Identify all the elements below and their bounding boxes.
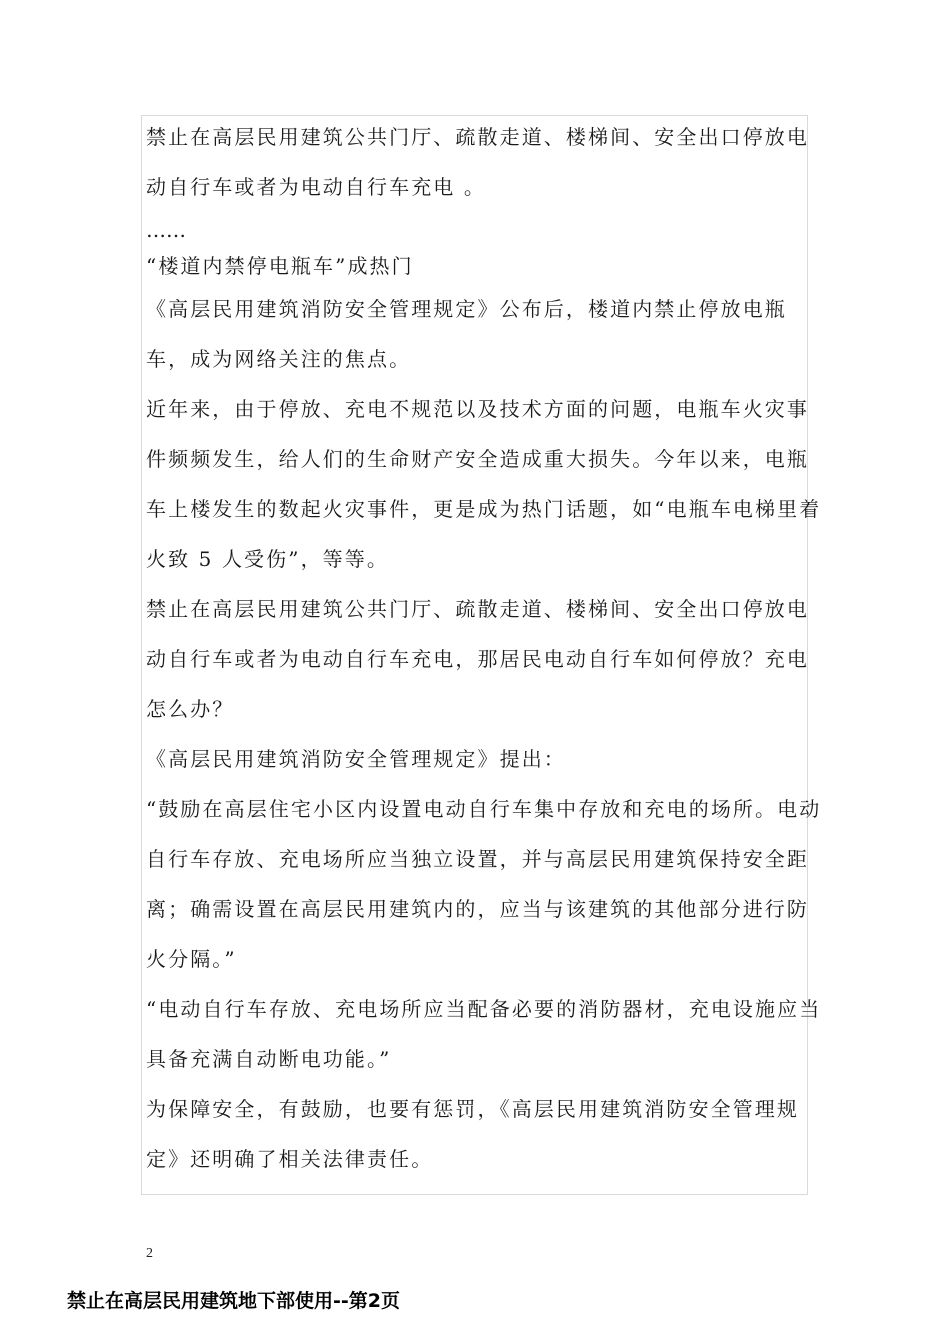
text-line: 车，成为网络关注的焦点。 — [146, 347, 412, 371]
section-heading: “楼道内禁停电瓶车”成热门 — [146, 254, 414, 278]
text-line: 《高层民用建筑消防安全管理规定》提出： — [146, 747, 566, 771]
text-line: 怎么办？ — [146, 697, 235, 721]
text-line: 火致 5 人受伤”，等等。 — [146, 547, 389, 571]
text-line: 禁止在高层民用建筑公共门厅、疏散走道、楼梯间、安全出口停放电 — [146, 597, 809, 621]
text-line: “鼓励在高层住宅小区内设置电动自行车集中存放和充电的场所。电动 — [146, 797, 822, 821]
text-line: 《高层民用建筑消防安全管理规定》公布后，楼道内禁止停放电瓶 — [146, 297, 787, 321]
text-line: 自行车存放、充电场所应当独立设置，并与高层民用建筑保持安全距 — [146, 847, 809, 871]
footer-title: 禁止在高层民用建筑地下部使用--第2页 — [67, 1290, 400, 1312]
text-line: 火分隔。” — [146, 947, 237, 971]
text-line: 动自行车或者为电动自行车充电 。 — [146, 175, 486, 199]
text-line: 车上楼发生的数起火灾事件，更是成为热门话题，如“电瓶车电梯里着 — [146, 497, 822, 521]
ellipsis-line: …… — [146, 218, 186, 242]
text-line: 离；确需设置在高层民用建筑内的，应当与该建筑的其他部分进行防 — [146, 897, 809, 921]
text-line: 近年来，由于停放、充电不规范以及技术方面的问题，电瓶车火灾事 — [146, 397, 809, 421]
text-line: 动自行车或者为电动自行车充电，那居民电动自行车如何停放？充电 — [146, 647, 809, 671]
text-line: 具备充满自动断电功能。” — [146, 1047, 392, 1071]
text-line: 禁止在高层民用建筑公共门厅、疏散走道、楼梯间、安全出口停放电 — [146, 125, 809, 149]
page-number: 2 — [146, 1246, 153, 1261]
text-line: 为保障安全，有鼓励，也要有惩罚，《高层民用建筑消防安全管理规 — [146, 1097, 799, 1121]
text-line: 件频频发生，给人们的生命财产安全造成重大损失。今年以来，电瓶 — [146, 447, 809, 471]
text-line: 定》还明确了相关法律责任。 — [146, 1147, 434, 1171]
document-body — [146, 112, 822, 1184]
text-line: “电动自行车存放、充电场所应当配备必要的消防器材，充电设施应当 — [146, 997, 822, 1021]
